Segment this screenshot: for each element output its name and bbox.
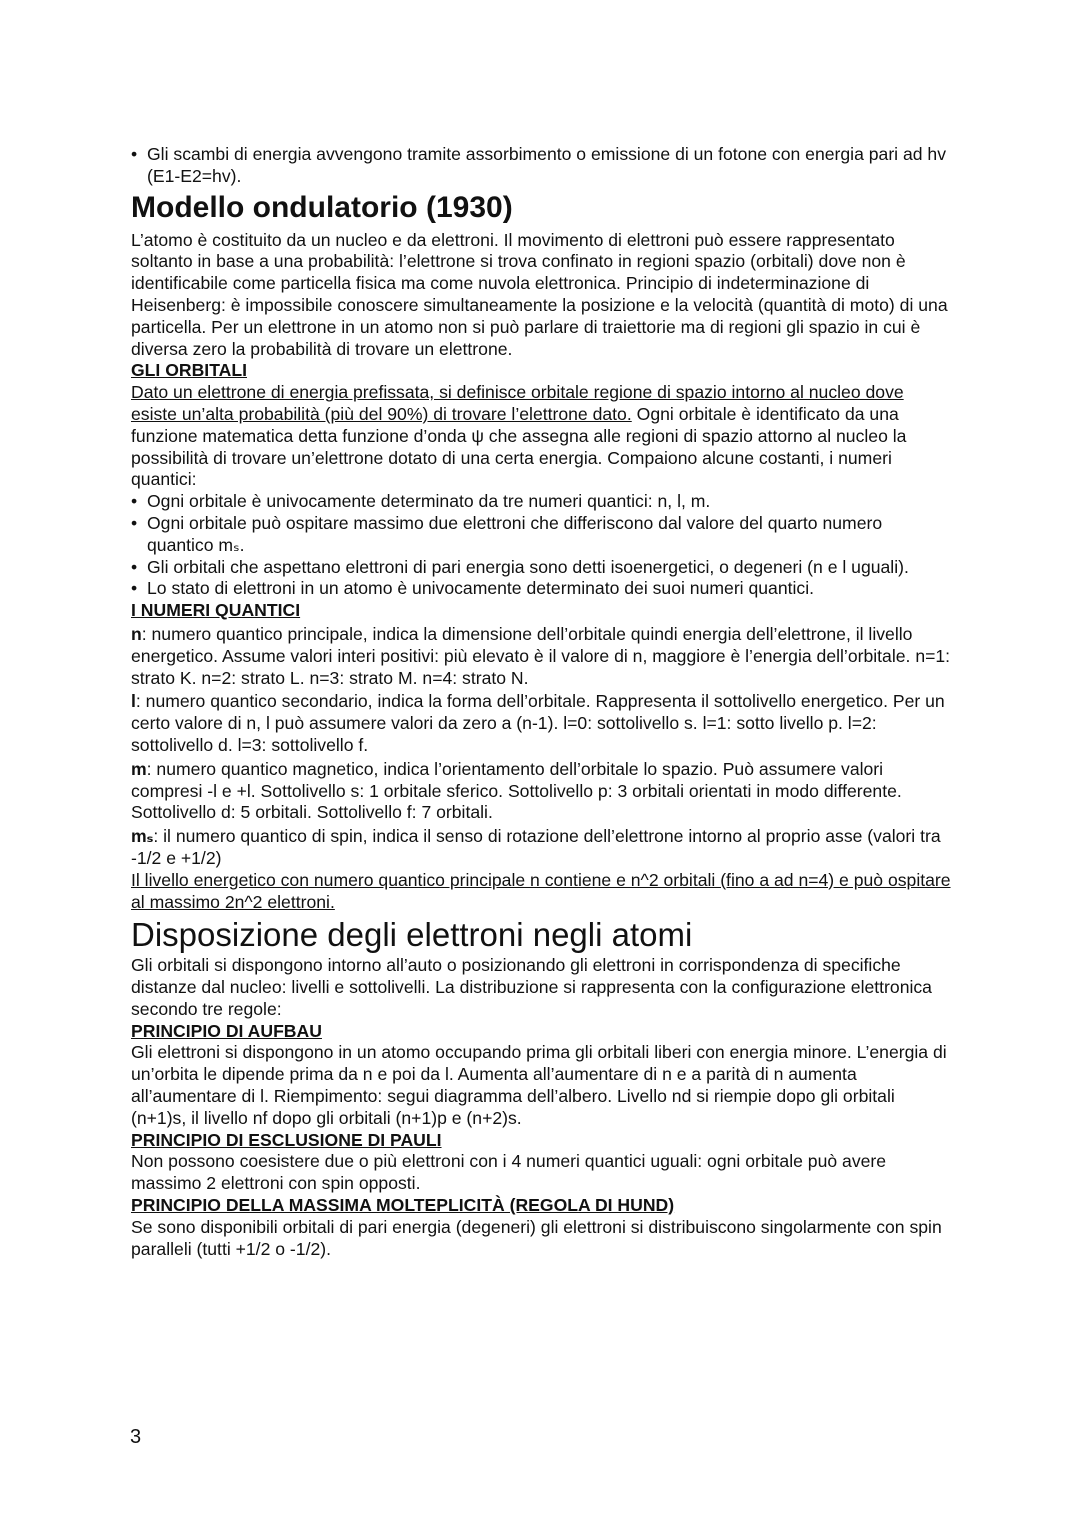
orbitali-bullet: • Lo stato di elettroni in un atomo è univocamente determinato dei suoi numeri quantici.: [131, 578, 951, 600]
pauli-paragraph: Non possono coesistere due o più elettroni con i 4 numeri quantici uguali: ogni orbitale può avere massimo 2 elettroni con spin opposti.: [131, 1151, 887, 1194]
numero-m-text: : numero quantico magnetico, indica l’orientamento dell’orbitale lo spazio. Può assumere valori compresi -l e +l. Sottolivello s: 1 orbitale sferico. Sottolivello p: 3 orbitali orientati in modo differente. Sottolivello d: 5 orbitali. Sottolivello f: 7 orbitali.: [131, 758, 902, 823]
numero-n-key: n: [131, 623, 142, 644]
intro-bullet: • Gli scambi di energia avvengono tramite assorbimento o emissione di un fotone con energia pari ad hv (E1-E2=hv).: [131, 144, 951, 188]
numero-ms-paragraph: [131, 826, 951, 870]
orbitali-definition-underlined: Dato un elettrone di energia prefissata, si definisce orbitale regione di spazio intorno al nucleo dove esiste un’alta probabilità (più del 90%) di trovare l’elettrone dato.: [131, 382, 904, 424]
numero-l-text: : numero quantico secondario, indica la forma dell’orbitale. Rappresenta il sottolivello energetico. Per un certo valore di n, l può assumere valori da zero a (n-1). l=0: sottolivello s. l=1: sotto livello p. l=2: sottolivello d. l=3: sottolivello f.: [131, 691, 945, 755]
heading-pauli: PRINCIPIO DI ESCLUSIONE DI PAULI: [131, 1129, 442, 1150]
orbitali-bullet: • Ogni orbitale è univocamente determinato da tre numeri quantici: n, l, m.: [131, 491, 951, 513]
numero-ms-text: : il numero quantico di spin, indica il senso di rotazione dell’elettrone intorno al proprio asse (valori tra -1/2 e +1/2): [131, 826, 941, 868]
numero-n-paragraph: [131, 624, 951, 689]
hund-paragraph: Se sono disponibili orbitali di pari energia (degeneri) gli elettroni si distribuiscono singolarmente con spin paralleli (tutti +1/2 o -1/2).: [131, 1216, 942, 1259]
section-title-disposizione: Disposizione degli elettroni negli atomi: [131, 916, 693, 954]
disposizione-intro: Gli orbitali si dispongono intorno all’auto o posizionando gli elettroni in corrispondenza di specifiche distanze dal nucleo: livelli e sottolivelli. La distribuzione si rappresenta con la configurazione elettronica secondo tre regole:: [131, 955, 932, 1019]
numero-m-paragraph: [131, 759, 951, 824]
aufbau-paragraph: Gli elettroni si dispongono in un atomo occupando prima gli orbitali liberi con energia minore. L’energia di un’orbita le dipende prima da n e poi da l. Aumenta all’aumentare di n e a parità di n aumenta all’aumentare di l. Riempimento: segui diagramma dell’albero. Livello nd si riempie dopo gli orbitali (n+1)s, il livello nf dopo gli orbitali (n+1)p e (n+2)s.: [131, 1042, 947, 1128]
orbitali-definition: [131, 382, 951, 491]
numero-l-key: l: [131, 691, 136, 712]
heading-aufbau: PRINCIPIO DI AUFBAU: [131, 1020, 322, 1041]
heading-numeri-quantici: I NUMERI QUANTICI: [131, 600, 301, 621]
numero-ms-key: mₛ: [131, 826, 154, 847]
numero-m-key: m: [131, 758, 147, 779]
heading-hund: PRINCIPIO DELLA MASSIMA MOLTEPLICITÀ (REGOLA DI HUND): [131, 1195, 675, 1216]
numero-l-paragraph: [131, 691, 951, 756]
document-page: [131, 144, 951, 1260]
page-number: 3: [130, 1426, 142, 1448]
numero-n-text: : numero quantico principale, indica la dimensione dell’orbitale quindi energia dell’elettrone, il livello energetico. Assume valori interi positivi: più elevato è il valore di n, maggiore è l’energia dell’orbitale. n=1: strato K. n=2: strato L. n=3: strato M. n=4: strato N.: [131, 623, 951, 688]
livello-summary: Il livello energetico con numero quantico principale n contiene e n^2 orbitali (fino a ad n=4) e può ospitare al massimo 2n^2 elettroni.: [131, 869, 951, 912]
orbitali-bullet: • Gli orbitali che aspettano elettroni di pari energia sono detti isoenergetici, o degeneri (n e l uguali).: [131, 557, 951, 579]
section-title-modello-ondulatorio: Modello ondulatorio (1930): [131, 190, 513, 224]
orbitali-bullet-list: [131, 491, 951, 600]
modello-paragraph: L’atomo è costituito da un nucleo e da elettroni. Il movimento di elettroni può essere rappresentato soltanto in base a una probabilità: l’elettrone si trova confinato in regioni spazio (orbitali) dove non è identificabile come particella fisica ma come nuvola elettronica. Principio di indeterminazione di Heisenberg: è impossibile conoscere simultaneamente la posizione e la velocità (quantità di moto) di una particella. Per un elettrone in un atomo non si può parlare di traiettorie ma di regioni gli spazio in cui è diversa zero la probabilità di trovare un elettrone.: [131, 229, 948, 359]
intro-bullet-list: [131, 144, 951, 188]
orbitali-bullet: • Ogni orbitale può ospitare massimo due elettroni che differiscono dal valore del quarto numero quantico mₛ.: [131, 513, 951, 557]
heading-orbitali: GLI ORBITALI: [131, 360, 247, 381]
orbitali-definition-rest: Ogni orbitale è identificato da una funzione matematica detta funzione d’onda ψ che assegna alle regioni di spazio attorno al nucleo la possibilità di trovare un’elettrone dotato di una certa energia. Compaiono alcune costanti, i numeri quantici:: [131, 403, 907, 490]
